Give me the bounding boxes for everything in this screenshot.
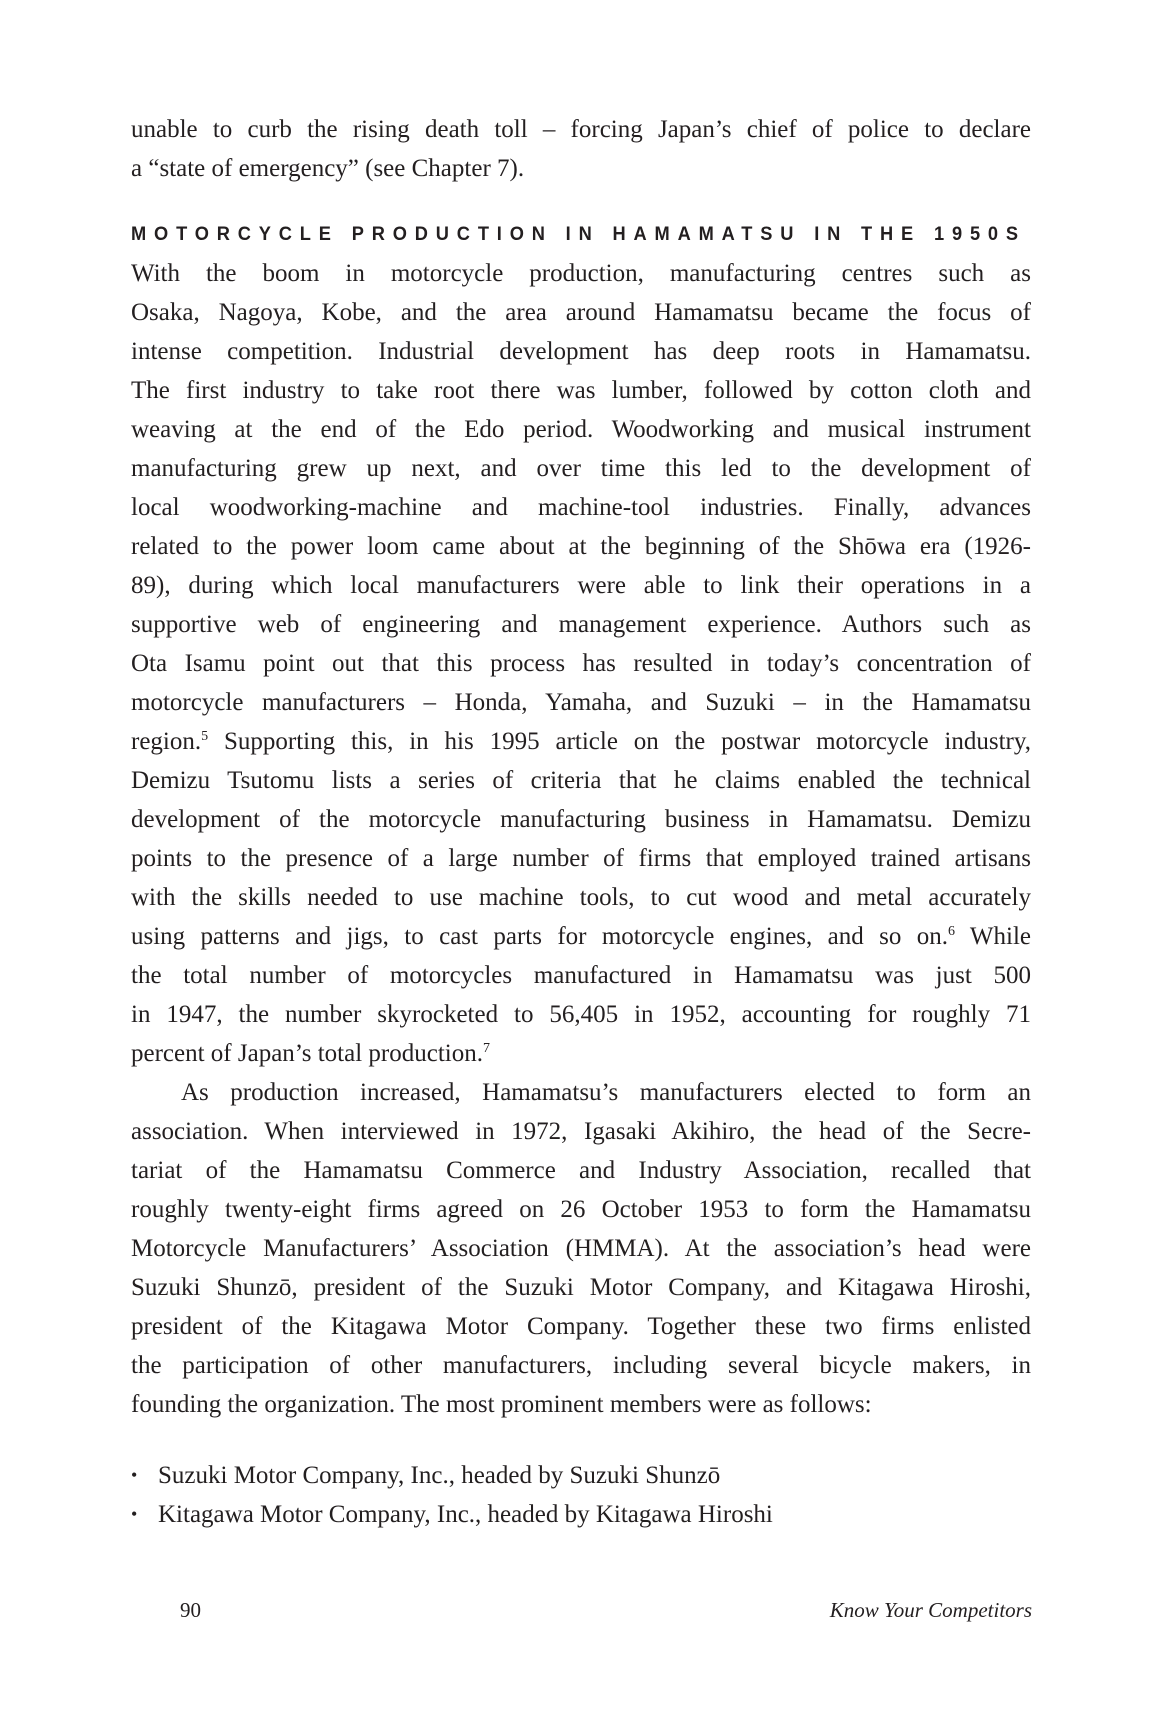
text-line: with the skills needed to use machine tools, to cut wood and metal accurately	[131, 884, 1031, 911]
text-line: development of the motorcycle manufacturing business in Hamamatsu. Demizu	[131, 806, 1031, 833]
text-line: manufacturing grew up next, and over time this led to the development of	[131, 455, 1031, 482]
text-line: related to the power loom came about at the beginning of the Shōwa era (1926-	[131, 533, 1031, 560]
text-segment: While	[954, 923, 1031, 950]
text-line: local woodworking-machine and machine-tool industries. Finally, advances	[131, 494, 1031, 521]
text-line: unable to curb the rising death toll – forcing Japan’s chief of police to declare	[131, 116, 1031, 143]
intro-paragraph	[131, 110, 1031, 188]
text-line	[131, 722, 1031, 761]
text-line: Ota Isamu point out that this process has resulted in today’s concentration of	[131, 650, 1031, 677]
text-line: Demizu Tsutomu lists a series of criteria that he claims enabled the technical	[131, 767, 1031, 794]
body-paragraph-2	[131, 1073, 1031, 1424]
text-line: weaving at the end of the Edo period. Woodworking and musical instrument	[131, 416, 1031, 443]
footnote-marker[interactable]: 7	[482, 1041, 490, 1056]
text-line: president of the Kitagawa Motor Company. Together these two firms enlisted	[131, 1313, 1031, 1340]
list-item-text: Kitagawa Motor Company, Inc., headed by Kitagawa Hiroshi	[158, 1501, 773, 1528]
text-line: Suzuki Shunzō, president of the Suzuki Motor Company, and Kitagawa Hiroshi,	[131, 1274, 1031, 1301]
bullet-icon: •	[131, 1465, 138, 1485]
text-line: association. When interviewed in 1972, Igasaki Akihiro, the head of the Secre-	[131, 1118, 1031, 1145]
text-line: points to the presence of a large number of firms that employed trained artisans	[131, 845, 1031, 872]
bullet-icon: •	[131, 1504, 138, 1524]
member-list	[131, 1456, 1031, 1534]
text-line: the total number of motorcycles manufactured in Hamamatsu was just 500	[131, 962, 1031, 989]
list-item-text: Suzuki Motor Company, Inc., headed by Suzuki Shunzō	[158, 1462, 721, 1489]
text-line: As production increased, Hamamatsu’s manufacturers elected to form an	[181, 1079, 1031, 1106]
text-line: founding the organization. The most prominent members were as follows:	[131, 1391, 872, 1418]
text-line: With the boom in motorcycle production, manufacturing centres such as	[131, 260, 1031, 287]
text-line: The first industry to take root there was lumber, followed by cotton cloth and	[131, 377, 1031, 404]
list-item	[131, 1456, 1031, 1495]
section-heading: MOTORCYCLE PRODUCTION IN HAMAMATSU IN THE 1950S	[131, 224, 1026, 245]
text-line: supportive web of engineering and management experience. Authors such as	[131, 611, 1031, 638]
list-item	[131, 1495, 1031, 1534]
text-line	[131, 1034, 1031, 1073]
running-title: Know Your Competitors	[829, 1598, 1032, 1622]
text-line: 89), during which local manufacturers were able to link their operations in a	[131, 572, 1031, 599]
text-segment: Supporting this, in his 1995 article on the postwar motorcycle industry,	[208, 728, 1031, 755]
text-segment: using patterns and jigs, to cast parts for motorcycle engines, and so on.	[131, 923, 948, 950]
text-line: motorcycle manufacturers – Honda, Yamaha, and Suzuki – in the Hamamatsu	[131, 689, 1031, 716]
text-line: intense competition. Industrial development has deep roots in Hamamatsu.	[131, 338, 1031, 365]
text-line: Osaka, Nagoya, Kobe, and the area around Hamamatsu became the focus of	[131, 299, 1031, 326]
body-paragraph-1	[131, 254, 1031, 1073]
text-line: the participation of other manufacturers, including several bicycle makers, in	[131, 1352, 1031, 1379]
text-line: in 1947, the number skyrocketed to 56,405 in 1952, accounting for roughly 71	[131, 1001, 1031, 1028]
text-line: Motorcycle Manufacturers’ Association (HMMA). At the association’s head were	[131, 1235, 1031, 1262]
page-number: 90	[180, 1598, 201, 1622]
text-line: tariat of the Hamamatsu Commerce and Industry Association, recalled that	[131, 1157, 1031, 1184]
text-line: a “state of emergency” (see Chapter 7).	[131, 155, 525, 182]
text-line: roughly twenty-eight firms agreed on 26 October 1953 to form the Hamamatsu	[131, 1196, 1031, 1223]
footnote-marker[interactable]: 6	[947, 924, 955, 939]
footnote-marker[interactable]: 5	[201, 729, 209, 744]
text-segment: percent of Japan’s total production.	[131, 1040, 483, 1067]
text-line	[131, 917, 1031, 956]
text-segment: region.	[131, 728, 202, 755]
